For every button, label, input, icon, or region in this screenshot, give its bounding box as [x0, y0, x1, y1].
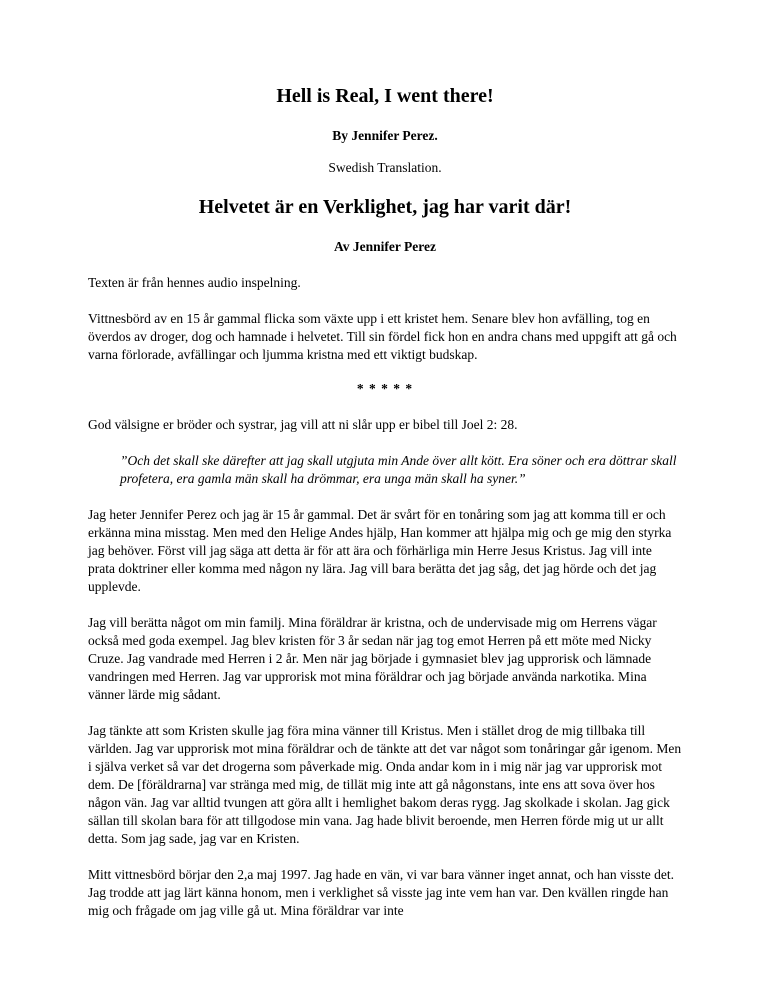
greeting-paragraph: God välsigne er bröder och systrar, jag vill att ni slår upp er bibel till Joel 2: 28.	[88, 417, 518, 432]
document-title: Hell is Real, I went there!	[276, 85, 494, 107]
section-separator: * * * * *	[356, 381, 414, 396]
swedish-title: Helvetet är en Verklighet, jag har varit där!	[198, 196, 572, 218]
body-paragraph-4: Mitt vittnesbörd börjar den 2,a maj 1997. Jag hade en vän, vi var bara vänner inget annat, och han visste det. Jag trodde att jag lärt känna honom, men i verklighet så visste jag inte vem han var. Den kvällen ringde han mig och frågade om jag ville gå ut. Mina föräldrar var inte	[88, 867, 674, 918]
source-note: Texten är från hennes audio inspelning.	[88, 275, 301, 290]
author-byline: By Jennifer Perez.	[332, 128, 438, 143]
intro-paragraph: Vittnesbörd av en 15 år gammal flicka som växte upp i ett kristet hem. Senare blev hon avfälling, tog en överdos av droger, dog och hamnade i helvetet. Till sin fördel fick hon en andra chans med uppgift att gå och varna förlorade, avfällingar och ljumma kristna med ett viktigt budskap.	[88, 311, 677, 362]
scripture-quote: ”Och det skall ske därefter att jag skall utgjuta min Ande över allt kött. Era söner och era döttrar skall profetera, era gamla män skall ha drömmar, era unga män skall ha syner.”	[120, 453, 677, 486]
body-paragraph-3: Jag tänkte att som Kristen skulle jag föra mina vänner till Kristus. Men i stället drog de mig tillbaka till världen. Jag var upprorisk mot mina föräldrar och de tänkte att det var något som tonåringar går igenom. Men i själva verket så var det drogerna som påverkade mig. Onda andar kom in i mig när jag var upprorisk mot dem. De [föräldrarna] var stränga med mig, de tillät mig inte att gå någonstans, inte ens att sova över hos någon vän. Jag var alltid tvungen att göra allt i hemlighet bakom deras rygg. Jag skolkade i skolan. Jag gick sällan till skolan bara för att tillgodose min vana. Jag hade blivit beroende, men Herren förde mig ut ur allt detta. Som jag sade, jag var en Kristen.	[88, 723, 682, 846]
body-paragraph-2: Jag vill berätta något om min familj. Mina föräldrar är kristna, och de undervisade mig om Herrens vägar också med goda exempel. Jag blev kristen för 3 år sedan när jag tog emot Herren på ett möte med Nicky Cruze. Jag vandrade med Herren i 2 år. Men när jag började i gymnasiet blev jag upprorisk och lämnade vandringen med Herren. Jag var upprorisk mot mina föräldrar och jag började använda narkotika. Mina vänner lärde mig sådant.	[88, 615, 657, 702]
swedish-byline: Av Jennifer Perez	[334, 239, 436, 254]
body-paragraph-1: Jag heter Jennifer Perez och jag är 15 år gammal. Det är svårt för en tonåring som jag att komma till er och erkänna mina misstag. Men med den Helige Andes hjälp, Han kommer att hjälpa mig och ge mig den styrka jag behöver. Först vill jag säga att detta är för att ära och förhärliga min Herre Jesus Kristus. Jag vill inte prata doktriner eller komma med någon ny lära. Jag vill bara berätta det jag såg, det jag hörde och det jag upplevde.	[88, 507, 672, 594]
translation-note: Swedish Translation.	[328, 160, 442, 175]
